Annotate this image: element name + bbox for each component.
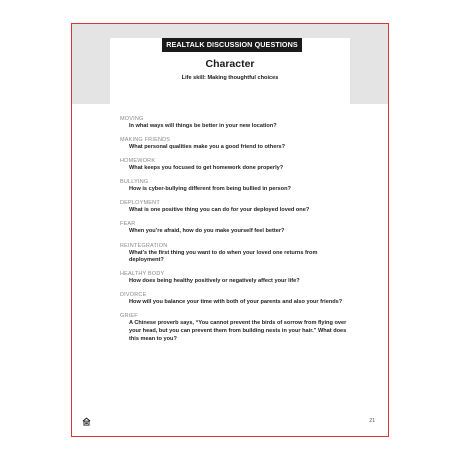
question-topic: MOVING [120, 116, 144, 122]
question-text: A Chinese proverb says, “You cannot prevent the birds of sorrow from flying over your head, but you can prevent them from building nests in your hair.” What does this mean to you? [129, 320, 347, 342]
question-item [120, 158, 380, 173]
question-topic: REINTEGRATION [120, 242, 168, 249]
document-page [71, 23, 389, 437]
question-item [120, 313, 380, 343]
page-subtitle: Life skill: Making thoughtful choices [181, 75, 279, 81]
section-tab-label: REALTALK DISCUSSION QUESTIONS [162, 38, 302, 52]
question-item [120, 243, 380, 265]
question-topic: HEALTHY BODY [120, 271, 165, 278]
question-topic: DIVORCE [120, 292, 147, 299]
question-topic: MAKING FRIENDS [120, 137, 171, 144]
question-text: In what ways will things be better in your new location? [129, 123, 277, 129]
question-text: What keeps you focused to get homework done properly? [129, 165, 284, 172]
question-text: How will you balance your time with both of your parents and also your friends? [129, 299, 343, 306]
question-topic: DEPLOYMENT [120, 200, 160, 207]
question-item [120, 200, 380, 215]
question-item [120, 292, 380, 307]
question-list [120, 116, 380, 350]
question-item [120, 179, 380, 194]
question-item [120, 116, 380, 131]
question-item [120, 221, 380, 236]
question-text: When you’re afraid, how do you make yourself feel better? [129, 228, 285, 235]
question-topic: GRIEF [120, 313, 138, 320]
question-topic: HOMEWORK [120, 158, 156, 165]
house-logo-icon [82, 417, 91, 426]
question-text: What personal qualities make you a good friend to others? [129, 144, 286, 151]
page-number: 21 [369, 418, 375, 424]
question-topic: BULLYING [120, 179, 149, 186]
question-text: How does being healthy positively or negatively affect your life? [129, 278, 300, 285]
question-item [120, 271, 380, 286]
question-text: What is one positive thing you can do for your deployed loved one? [129, 207, 310, 214]
question-text: What’s the first thing you want to do when your loved one returns from deployment? [129, 249, 318, 264]
page-title: Character [205, 58, 255, 70]
question-text: How is cyber-bullying different from being bullied in person? [129, 186, 291, 193]
question-topic: FEAR [120, 221, 136, 228]
question-item [120, 137, 380, 152]
